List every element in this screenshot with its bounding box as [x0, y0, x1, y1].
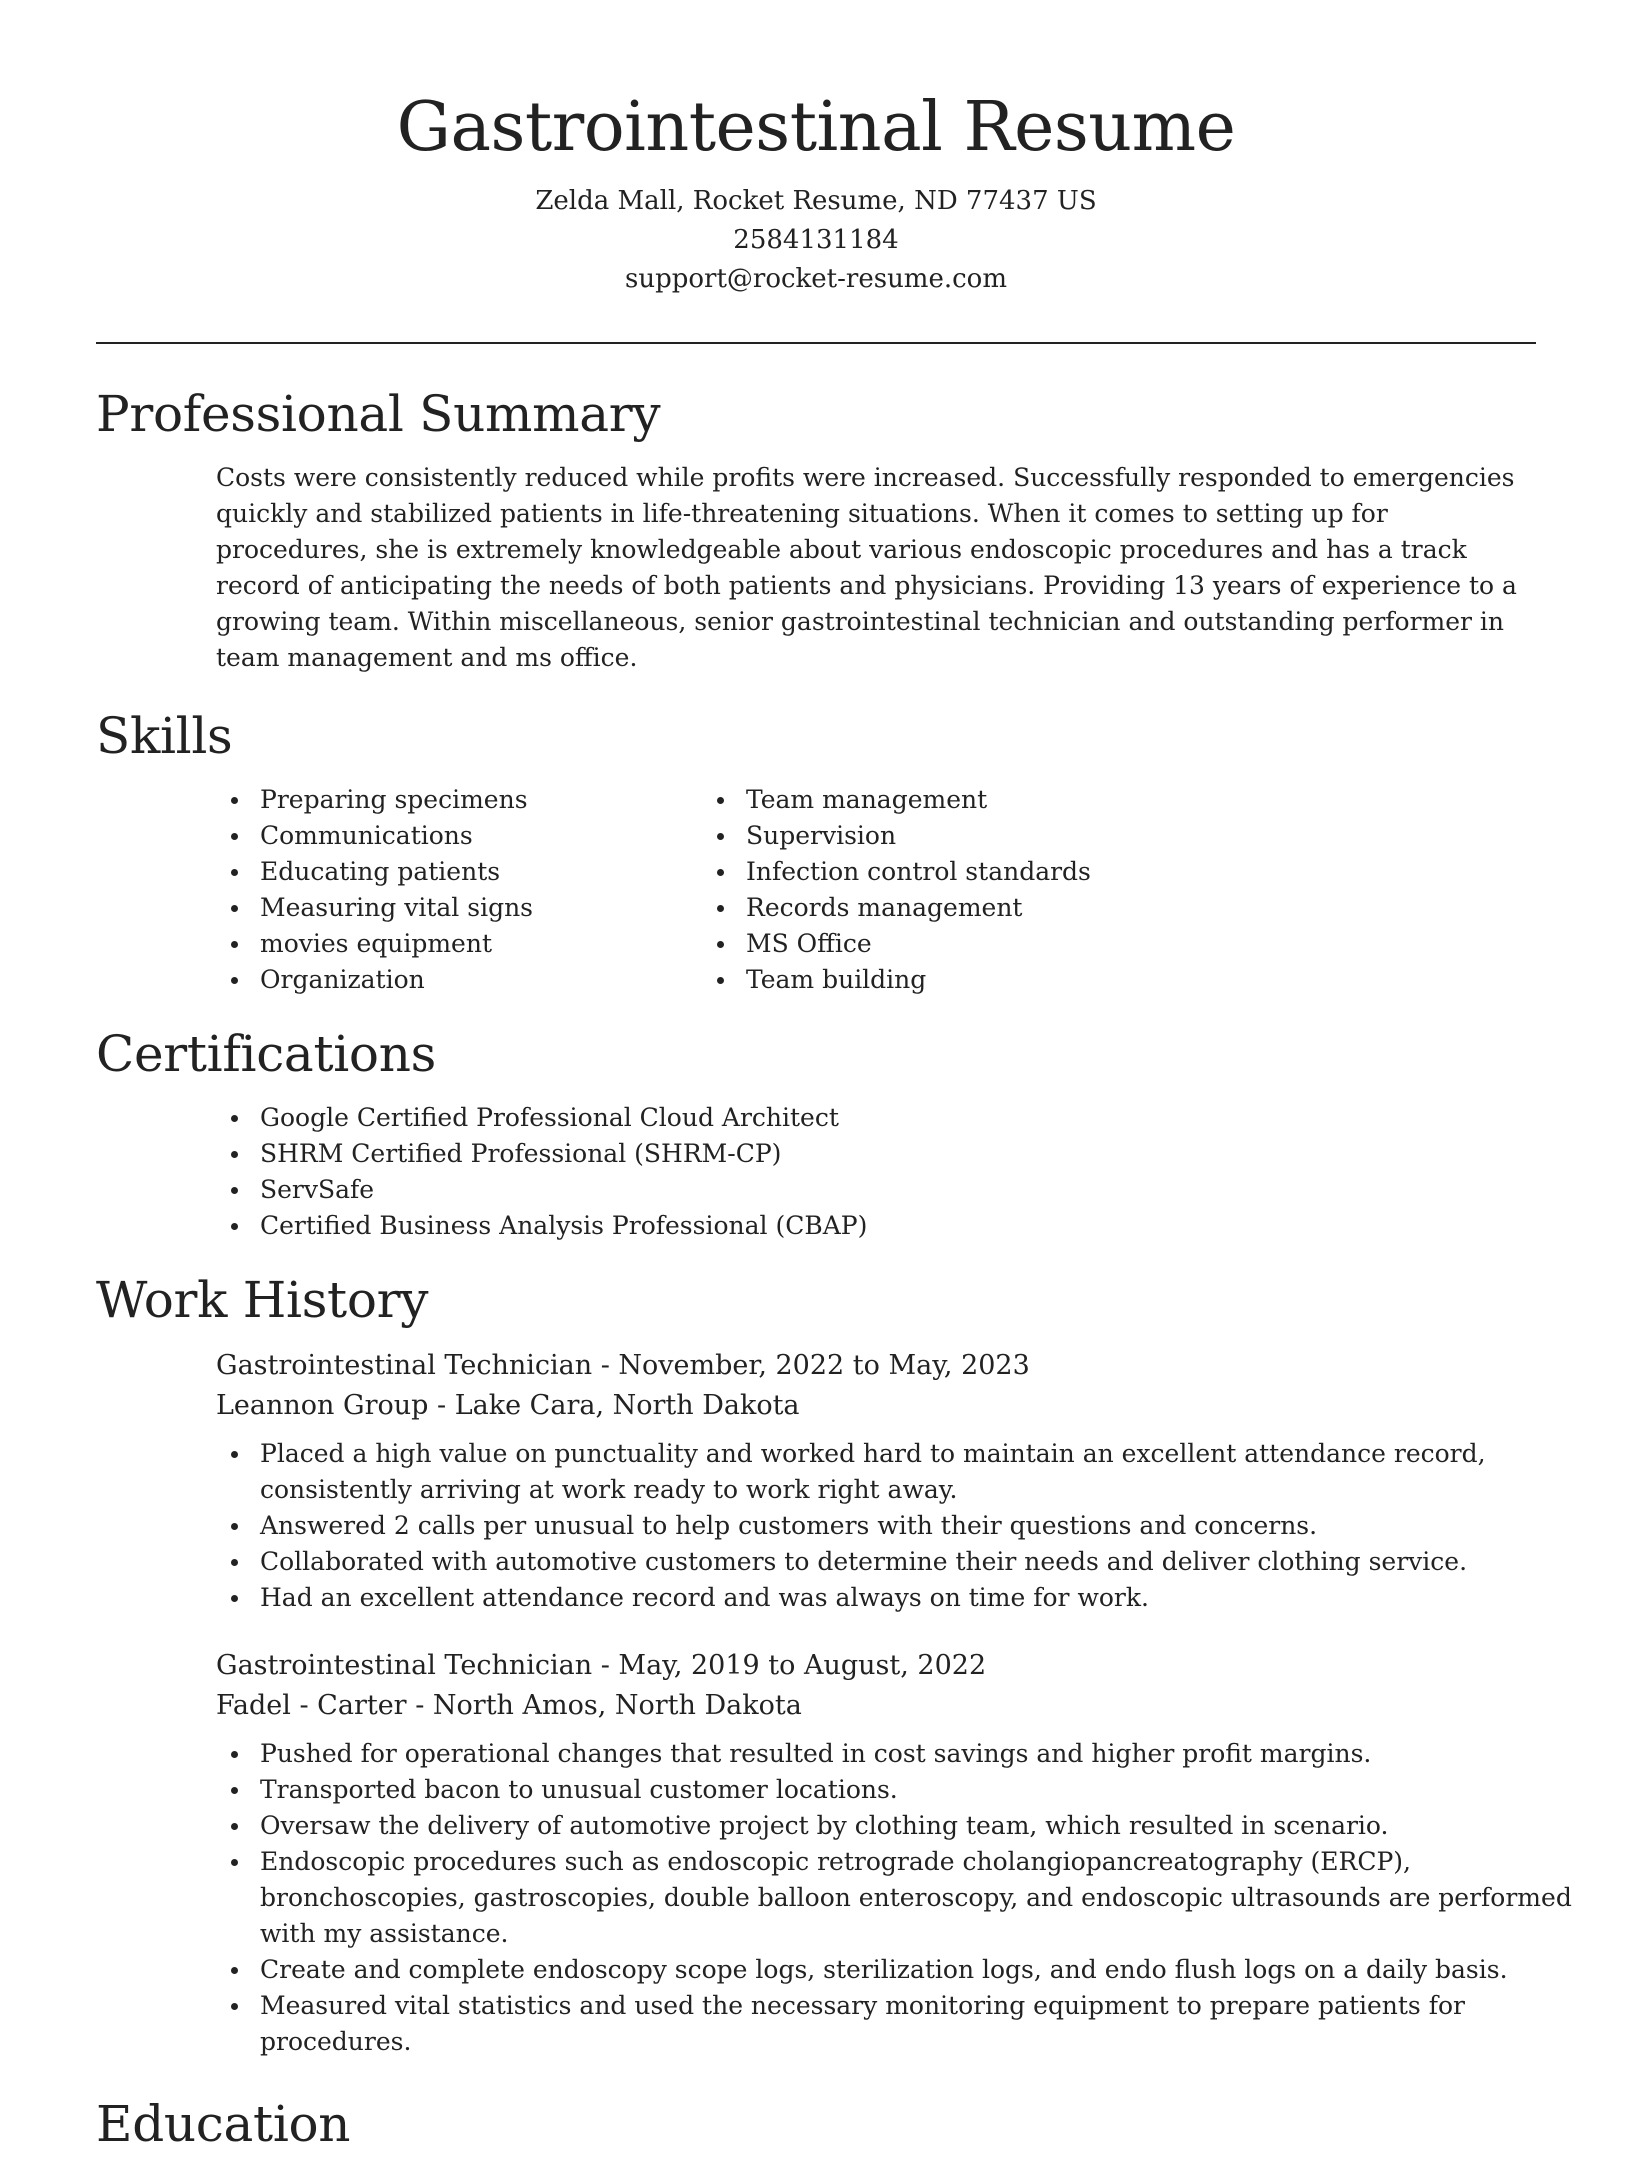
job-company-line	[216, 1686, 1536, 1726]
job-bullet: Endoscopic procedures such as endoscopic retrograde cholangiopancreatography (ERCP), bronchoscopies, gastroscopies, double balloon enteroscopy, and endoscopic ultrasounds are performed with my assistance.	[96, 1844, 1620, 1952]
job-bullet: Create and complete endoscopy scope logs, sterilization logs, and endo flush logs on a daily basis.	[96, 1952, 1620, 1988]
job-separator: -	[437, 1390, 455, 1421]
job-bullet: Measured vital statistics and used the necessary monitoring equipment to prepare patients for procedures.	[96, 1988, 1620, 2060]
skill-item: Communications	[96, 818, 746, 854]
certification-item: SHRM Certified Professional (SHRM-CP)	[96, 1136, 1536, 1172]
job-separator: -	[415, 1690, 433, 1721]
job-title: Gastrointestinal Technician	[216, 1650, 593, 1681]
summary-section	[96, 380, 1536, 676]
job-bullet: Answered 2 calls per unusual to help customers with their questions and concerns.	[96, 1508, 1620, 1544]
skills-section	[96, 702, 1536, 998]
certification-item: ServSafe	[96, 1172, 1536, 1208]
skills-heading: Skills	[96, 707, 233, 765]
work-history-heading: Work History	[96, 1271, 429, 1329]
skill-item: Team building	[746, 962, 1396, 998]
skills-list-right	[746, 782, 1396, 998]
job-dates: November, 2022 to May, 2023	[618, 1350, 1030, 1381]
job-bullet: Pushed for operational changes that resulted in cost savings and higher profit margins.	[96, 1736, 1620, 1772]
certifications-section	[96, 1020, 1536, 1244]
skill-item: Organization	[96, 962, 746, 998]
job-bullets	[96, 1436, 1536, 1616]
job-bullet: Oversaw the delivery of automotive project by clothing team, which resulted in scenario.	[96, 1808, 1620, 1844]
resume-content	[96, 380, 1572, 2170]
job-entry	[96, 1646, 1572, 2060]
skill-item: Educating patients	[96, 854, 746, 890]
job-bullets	[96, 1736, 1572, 2060]
work-history-section	[96, 1266, 1572, 2060]
header-divider	[96, 342, 1536, 344]
certifications-heading: Certifications	[96, 1025, 436, 1083]
skill-item: movies equipment	[96, 926, 746, 962]
skills-column-left	[96, 782, 746, 998]
job-bullet: Collaborated with automotive customers to determine their needs and deliver clothing service.	[96, 1544, 1620, 1580]
job-location: North Amos, North Dakota	[432, 1690, 802, 1721]
contact-phone: 2584131184	[733, 225, 899, 255]
skills-column-right	[746, 782, 1396, 998]
job-bullet: Had an excellent attendance record and was always on time for work.	[96, 1580, 1620, 1616]
skill-item: Measuring vital signs	[96, 890, 746, 926]
resume-header	[96, 88, 1536, 299]
job-separator: -	[600, 1650, 619, 1681]
job-bullet: Placed a high value on punctuality and worked hard to maintain an excellent attendance record, consistently arriving at work ready to work right away.	[96, 1436, 1620, 1508]
contact-address: Zelda Mall, Rocket Resume, ND 77437 US	[535, 186, 1097, 216]
job-entry	[96, 1346, 1536, 1616]
skill-item: MS Office	[746, 926, 1396, 962]
contact-email: support@rocket-resume.com	[624, 264, 1007, 294]
job-separator: -	[600, 1350, 619, 1381]
certifications-list	[96, 1100, 1536, 1244]
job-title: Gastrointestinal Technician	[216, 1350, 593, 1381]
job-title-line	[216, 1346, 1536, 1386]
job-company: Leannon Group	[216, 1390, 429, 1421]
job-bullet: Transported bacon to unusual customer locations.	[96, 1772, 1620, 1808]
education-section	[96, 2090, 1536, 2158]
job-company-line	[216, 1386, 1536, 1426]
skills-list-left	[96, 782, 746, 998]
job-company: Fadel - Carter	[216, 1690, 407, 1721]
skill-item: Infection control standards	[746, 854, 1396, 890]
certification-item: Google Certified Professional Cloud Architect	[96, 1100, 1536, 1136]
education-heading: Education	[96, 2095, 351, 2153]
skills-grid	[96, 782, 1536, 998]
skill-item: Records management	[746, 890, 1396, 926]
certification-item: Certified Business Analysis Professional (CBAP)	[96, 1208, 1536, 1244]
skill-item: Team management	[746, 782, 1396, 818]
job-location: Lake Cara, North Dakota	[454, 1390, 800, 1421]
resume-title: Gastrointestinal Resume	[396, 88, 1236, 167]
summary-text: Costs were consistently reduced while profits were increased. Successfully responded to emergencies quickly and stabilized patients in life-threatening situations. When it comes to setting up for procedures, she is extremely knowledgeable about various endoscopic procedures and has a track record of anticipating the needs of both patients and physicians. Providing 13 years of experience to a growing team. Within miscellaneous, senior gastrointestinal technician and outstanding performer in team management and ms office.	[216, 463, 1517, 672]
summary-heading: Professional Summary	[96, 385, 661, 443]
skill-item: Supervision	[746, 818, 1396, 854]
job-title-line	[216, 1646, 1536, 1686]
job-dates: May, 2019 to August, 2022	[618, 1650, 987, 1681]
skill-item: Preparing specimens	[96, 782, 746, 818]
